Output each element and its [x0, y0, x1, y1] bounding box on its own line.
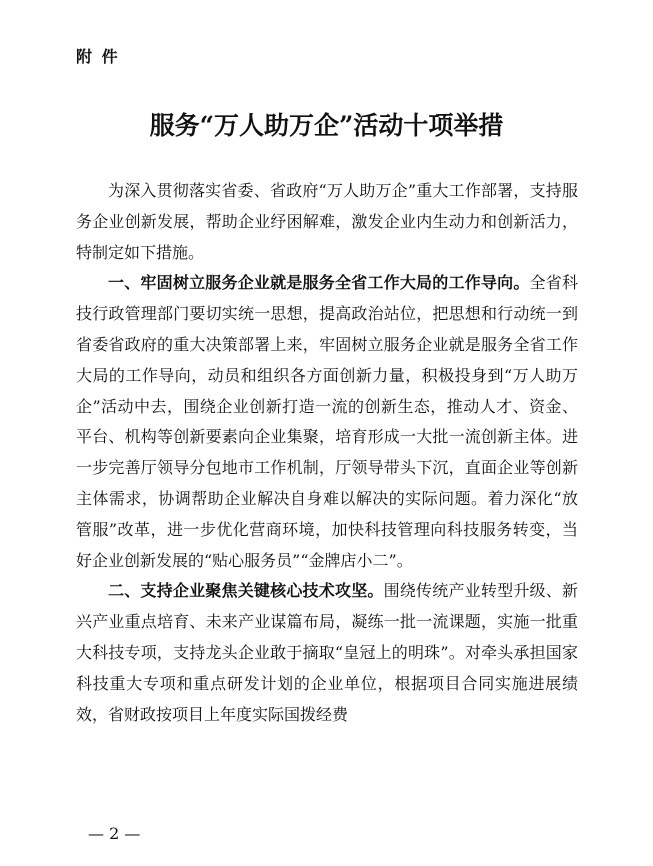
measure-2-text: 围绕传统产业转型升级、新兴产业重点培育、未来产业谋篇布局，凝练一批一流课题，实施一批重大科技专项，支持龙头企业敢于摘取“皇冠上的明珠”。对牵头承担国家科技重大专项和重点研发计划的企业单位，根据项目合同实施进展绩效，省财政按项目上年度实际国拨经费	[76, 581, 578, 724]
attachment-label: 附 件	[76, 47, 120, 66]
paragraph-measure-1	[76, 268, 578, 576]
measure-2-heading: 二、支持企业聚焦关键核心技术攻坚。	[108, 581, 384, 601]
paragraph-intro	[76, 176, 578, 268]
page-number: — 2 —	[88, 824, 141, 843]
document-title: 服务“万人助万企”活动十项举措	[149, 111, 504, 140]
measure-1-text: 全省科技行政管理部门要切实统一思想，提高政治站位，把思想和行动统一到省委省政府的重大决策部署上来，牢固树立服务企业就是服务全省工作大局的工作导向，动员和组织各方面创新力量，积极投身到“万人助万企”活动中去，围绕企业创新打造一流的创新生态，推动人才、资金、平台、机构等创新要素向企业集聚，培育形成一大批一流创新主体。进一步完善厅领导分包地市工作机制，厅领导带头下沉，直面企业等创新主体需求，协调帮助企业解决自身难以解决的实际问题。着力深化“放管服”改革，进一步优化营商环境，加快科技管理向科技服务转变，当好企业创新发展的“贴心服务员”“金牌店小二”。	[76, 273, 578, 570]
measure-1-heading: 一、牢固树立服务企业就是服务全省工作大局的工作导向。	[108, 273, 530, 293]
paragraph-text: 为深入贯彻落实省委、省政府“万人助万企”重大工作部署，支持服务企业创新发展，帮助企业纾困解难，激发企业内生动力和创新活力，特制定如下措施。	[76, 181, 578, 262]
paragraph-measure-2	[76, 576, 578, 730]
document-body	[76, 176, 578, 730]
